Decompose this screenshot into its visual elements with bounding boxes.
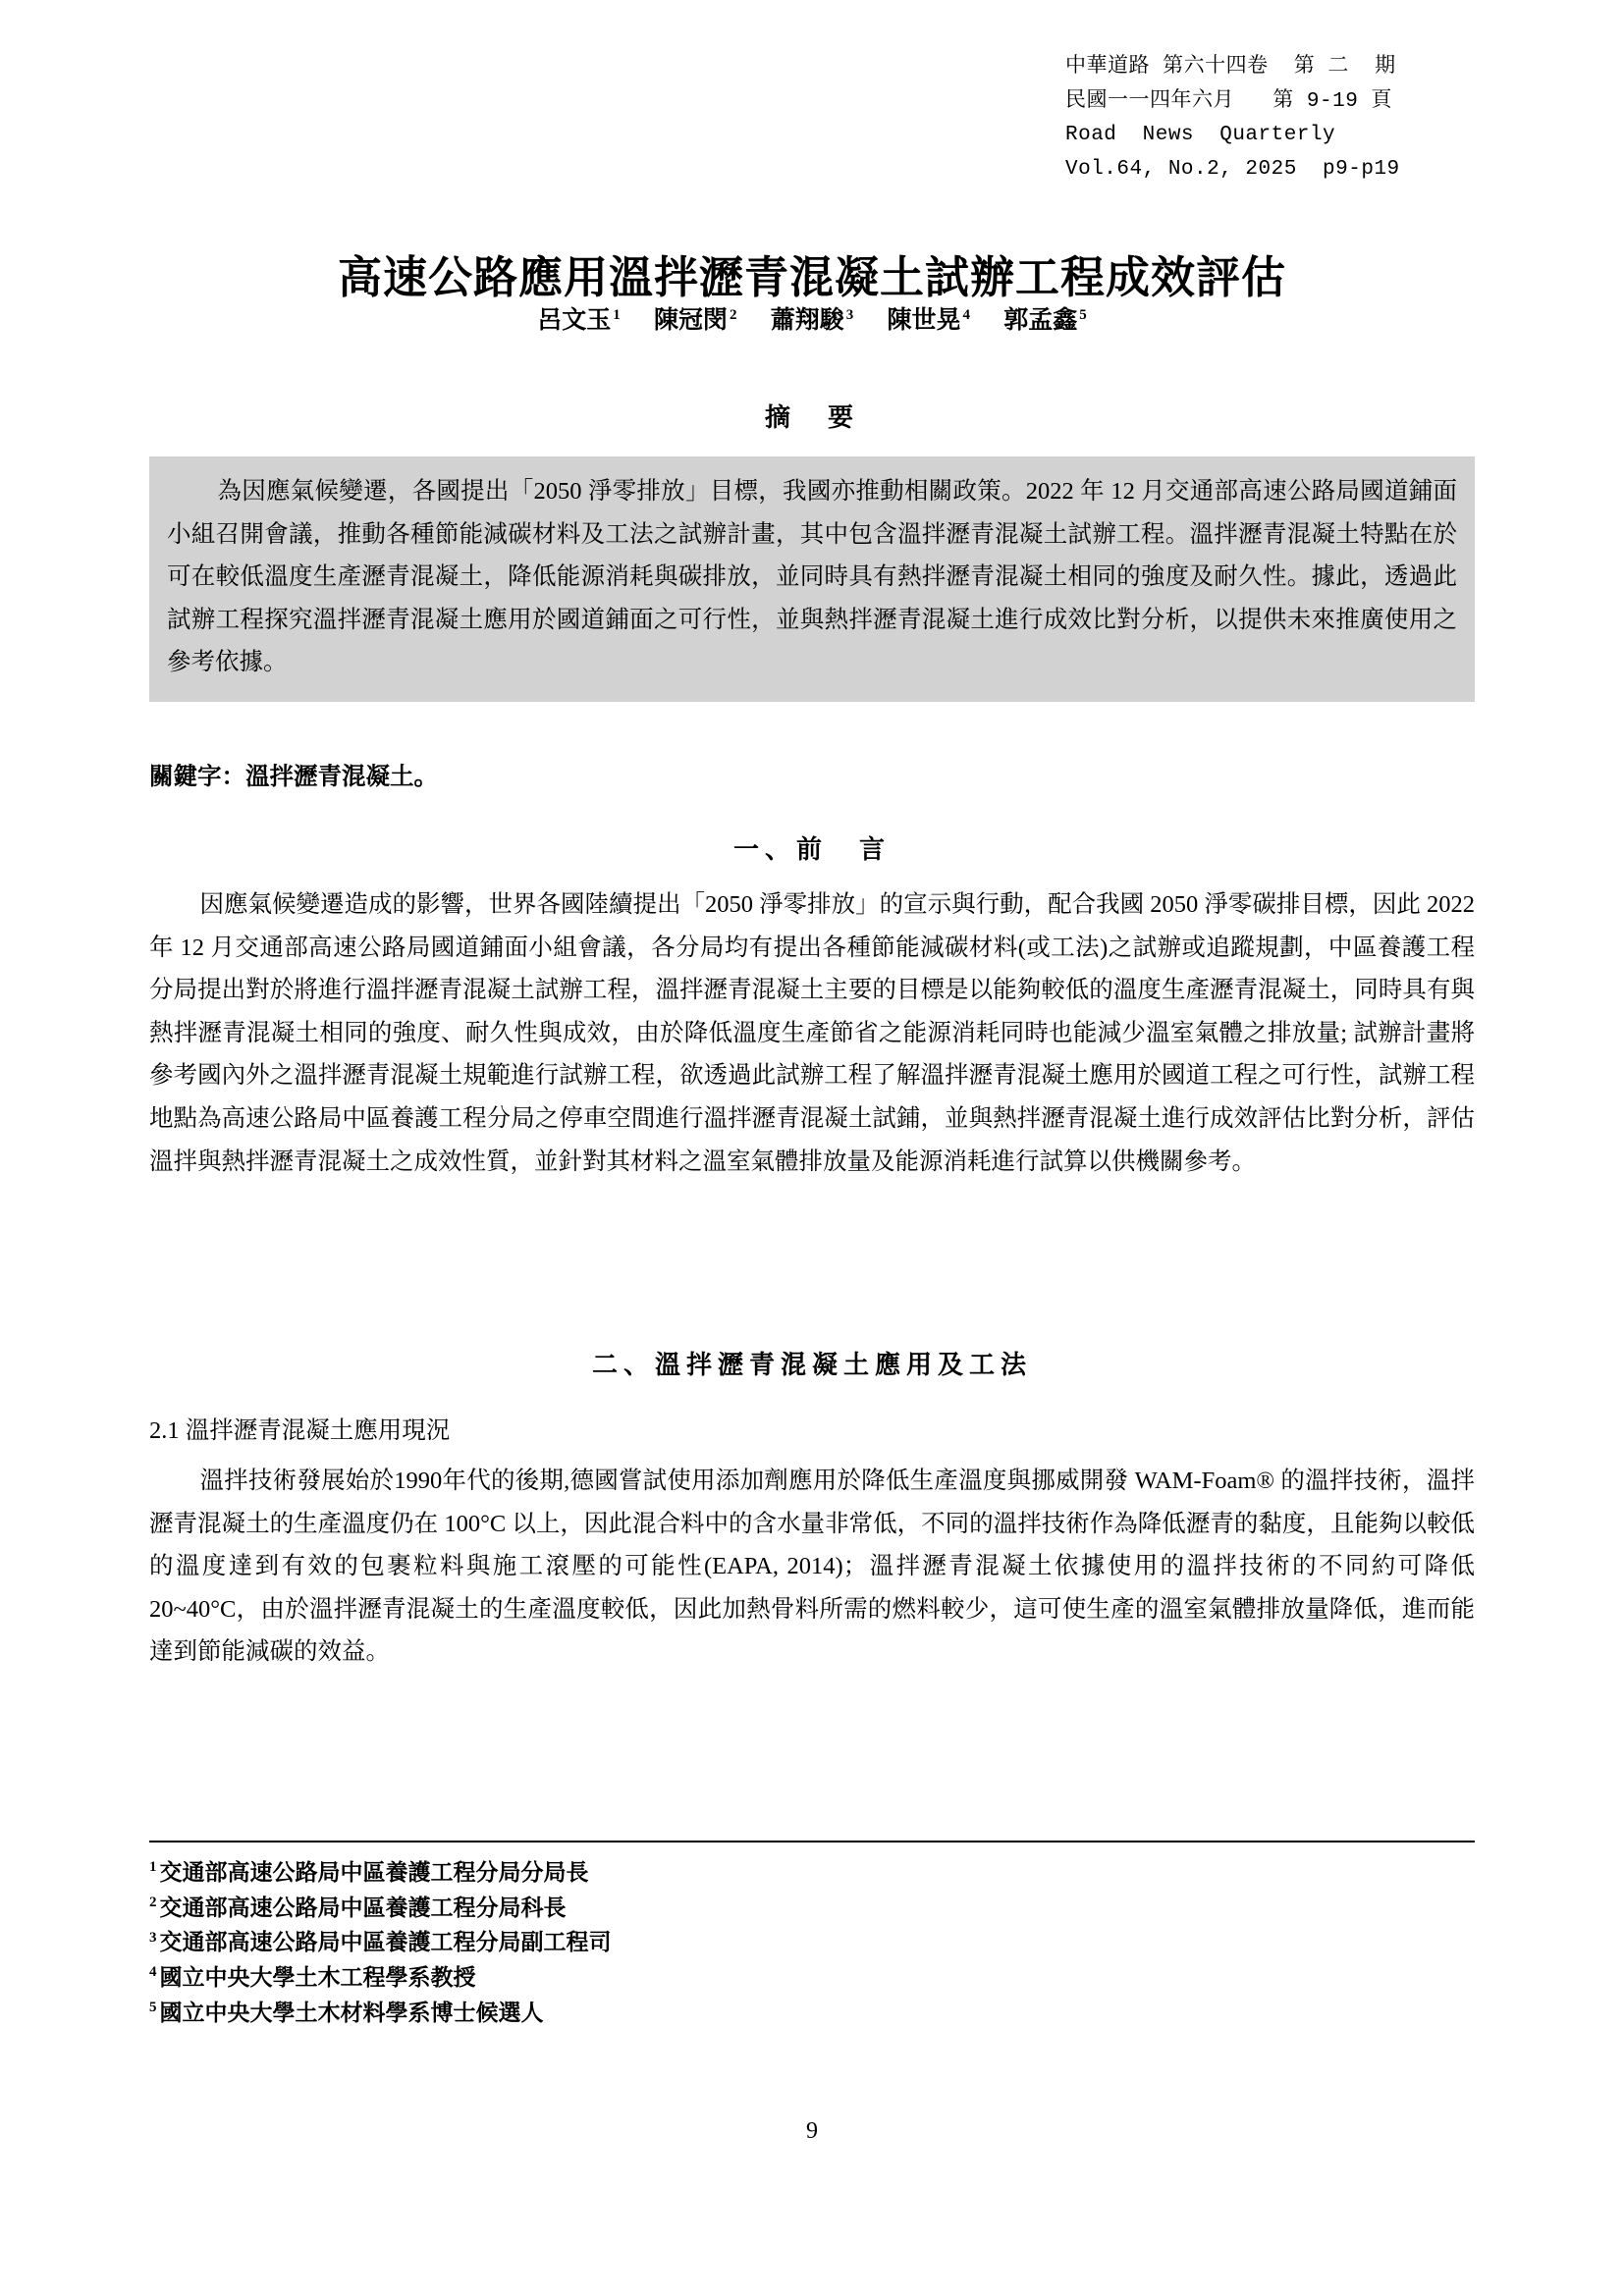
footnote-item	[149, 1996, 1475, 2031]
footnote-text: 交通部高速公路局中區養護工程分局科長	[159, 1895, 567, 1920]
author-entry	[771, 307, 854, 334]
footnote-divider	[149, 1841, 1475, 1842]
footnote-mark: 1	[149, 1859, 157, 1876]
section-1-body	[149, 883, 1475, 1183]
footnote-mark: 5	[149, 1999, 157, 2015]
footnote-item	[149, 1891, 1475, 1926]
author-name: 郭孟鑫	[1003, 307, 1078, 334]
author-list	[0, 300, 1624, 336]
author-affiliation-mark: 3	[845, 306, 854, 323]
page-number: 9	[806, 2118, 818, 2144]
section-2-subheading: 2.1 溫拌瀝青混凝土應用現況	[149, 1417, 451, 1444]
footnote-item	[149, 1925, 1475, 1960]
paragraph: 因應氣候變遷造成的影響，世界各國陸續提出「2050 淨零排放」的宣示與行動，配合我國 2050 淨零碳排目標，因此 2022 年 12 月交通部高速公路局國道鋪面小組會議，各分局均有提出各種節能減碳材料(或工法)之試辦或追蹤規劃，中區養護工程分局提出對於將進行溫拌瀝青混凝土試辦工程，溫拌瀝青混凝土主要的目標是以能夠較低的溫度生產瀝青混凝土，同時具有與熱拌瀝青混凝土相同的強度、耐久性與成效，由於降低溫度生產節省之能源消耗同時也能減少溫室氣體之排放量; 試辦計畫將參考國內外之溫拌瀝青混凝土規範進行試辦工程，欲透過此試辦工程了解溫拌瀝青混凝土應用於國道工程之可行性，試辦工程地點為高速公路局中區養護工程分局之停車空間進行溫拌瀝青混凝土試鋪，並與熱拌瀝青混凝土進行成效評估比對分析，評估溫拌與熱拌瀝青混凝土之成效性質，並針對其材料之溫室氣體排放量及能源消耗進行試算以供機關參考。	[149, 891, 1475, 1175]
journal-header-line-1: 中華道路 第六十四卷 第 二 期	[1065, 56, 1396, 79]
author-affiliation-mark: 4	[962, 306, 971, 323]
author-affiliation-mark: 5	[1079, 306, 1087, 323]
footnote-text: 交通部高速公路局中區養護工程分局分局長	[159, 1860, 589, 1885]
section-2-heading: 二、溫拌瀝青混凝土應用及工法	[591, 1351, 1032, 1379]
page-title: 高速公路應用溫拌瀝青混凝土試辦工程成效評估	[337, 253, 1286, 303]
author-entry	[1003, 307, 1087, 334]
footnote-list	[149, 1855, 1475, 2030]
footnote-item	[149, 1960, 1475, 1996]
author-entry	[888, 307, 971, 334]
author-entry	[654, 307, 737, 334]
footnote-mark: 2	[149, 1894, 157, 1910]
footnote-text: 交通部高速公路局中區養護工程分局副工程司	[159, 1930, 612, 1955]
footnote-item	[149, 1855, 1475, 1891]
abstract-text: 為因應氣候變遷，各國提出「2050 淨零排放」目標，我國亦推動相關政策。2022 年 12 月交通部高速公路局國道鋪面小組召開會議，推動各種節能減碳材料及工法之試辦計畫，其中包含溫拌瀝青混凝土試辦工程。溫拌瀝青混凝土特點在於可在較低溫度生產瀝青混凝土，降低能源消耗與碳排放，並同時具有熱拌瀝青混凝土相同的強度及耐久性。據此，透過此試辦工程探究溫拌瀝青混凝土應用於國道鋪面之可行性，並與熱拌瀝青混凝土進行成效比對分析，以提供未來推廣使用之參考依據。	[167, 478, 1457, 676]
author-name: 呂文玉	[537, 307, 612, 334]
abstract-box	[149, 456, 1475, 702]
footnote-text: 國立中央大學土木材料學系博士候選人	[159, 2000, 544, 2025]
abstract-heading: 摘 要	[764, 403, 859, 432]
keywords	[149, 758, 1475, 792]
section-1-heading: 一、前 言	[732, 835, 891, 864]
author-name: 陳冠閔	[653, 307, 728, 334]
author-name: 陳世晃	[887, 307, 961, 334]
author-name: 蕭翔駿	[770, 307, 844, 334]
footnote-text: 國立中央大學土木工程學系教授	[159, 1964, 476, 1990]
keywords-label: 關鍵字：	[149, 764, 245, 790]
author-entry	[537, 307, 621, 334]
keywords-value: 溫拌瀝青混凝土。	[245, 764, 438, 790]
journal-header	[1065, 51, 1400, 187]
footnote-mark: 3	[149, 1929, 157, 1946]
section-2-body	[149, 1460, 1475, 1674]
author-affiliation-mark: 2	[729, 306, 737, 323]
journal-header-line-2: 民國一一四年六月 第 9-19 頁	[1065, 89, 1392, 113]
footnote-mark: 4	[149, 1964, 157, 1981]
journal-header-line-4: Vol.64, No.2, 2025 p9-p19	[1065, 157, 1400, 181]
journal-header-line-3: Road News Quarterly	[1065, 124, 1336, 147]
author-affiliation-mark: 1	[613, 306, 621, 323]
paragraph: 溫拌技術發展始於1990年代的後期,德國嘗試使用添加劑應用於降低生產溫度與挪威開發 WAM-Foam® 的溫拌技術，溫拌瀝青混凝土的生產溫度仍在 100°C 以上，因此混合料中的含水量非常低，不同的溫拌技術作為降低瀝青的黏度，且能夠以較低的溫度達到有效的包裹粒料與施工滾壓的可能性(EAPA, 2014)；溫拌瀝青混凝土依據使用的溫拌技術的不同約可降低 20~40°C，由於溫拌瀝青混凝土的生產溫度較低，因此加熱骨料所需的燃料較少，這可使生產的溫室氣體排放量降低，進而能達到節能減碳的效益。	[149, 1468, 1475, 1666]
